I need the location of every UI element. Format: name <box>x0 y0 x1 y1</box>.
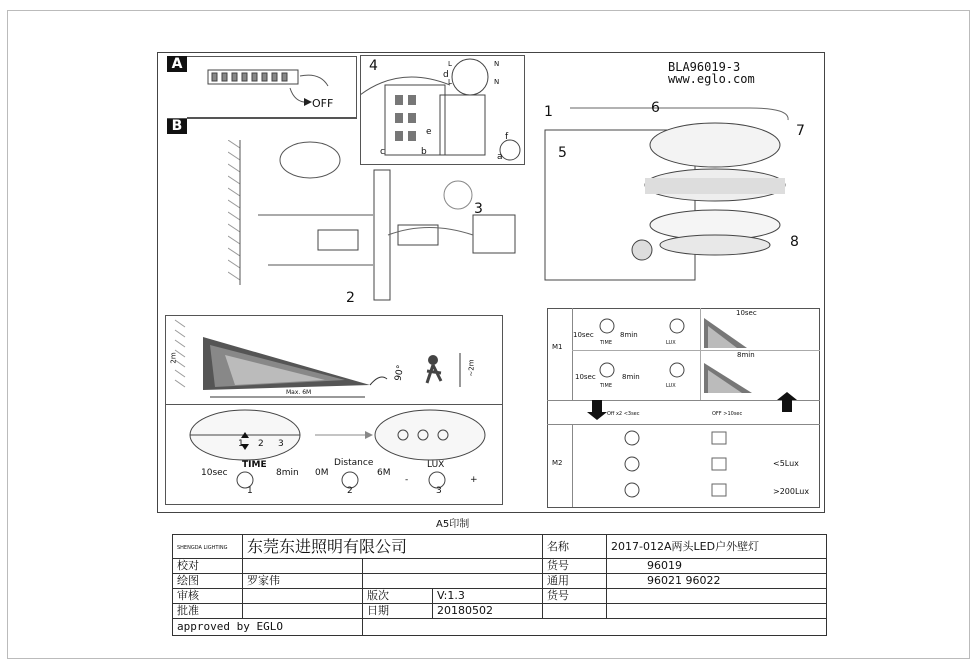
row2-time-tag: TIME <box>600 383 613 389</box>
distance-label: Distance <box>334 458 374 468</box>
panel-b-divider <box>167 118 357 119</box>
item-label: 货号 <box>543 559 607 574</box>
callout-1: 1 <box>544 104 553 120</box>
callout-3: 3 <box>474 201 483 217</box>
distance-max: 6M <box>377 468 391 478</box>
general-value-2 <box>607 589 827 604</box>
blank-cell-3 <box>607 604 827 619</box>
terminal-n-1: N <box>494 60 500 68</box>
panel-b-tag: B <box>167 118 187 134</box>
date-label: 日期 <box>363 604 433 619</box>
lamp-drawing <box>540 100 820 300</box>
center-mark-cell <box>363 559 543 574</box>
row1-lux-tag: LUX <box>666 340 676 346</box>
name-value: 2017-012A两头LED户外壁灯 <box>607 535 827 559</box>
name-label: 名称 <box>543 535 607 559</box>
time-max: 8min <box>276 468 299 478</box>
general-label-2: 货号 <box>543 589 607 604</box>
off-note: Off x2 <3sec <box>607 411 640 417</box>
angle-label: 90° <box>393 364 407 382</box>
title-block <box>172 534 827 636</box>
item-value: 96019 <box>607 559 827 574</box>
dial-number-2: 2 <box>258 439 264 449</box>
print-note: A5印制 <box>436 519 470 530</box>
check-value <box>243 559 363 574</box>
blank-cell <box>363 574 543 589</box>
general-values: 96021 96022 <box>607 574 827 589</box>
approve-label: 批准 <box>173 604 243 619</box>
detail-letter-b: b <box>421 147 427 157</box>
row1-time-tag: TIME <box>600 340 613 346</box>
approved-by: approved by EGLO <box>173 619 363 636</box>
ground-height-label: ~2m <box>467 359 476 377</box>
time-min: 10sec <box>201 468 228 478</box>
knob-number-1: 1 <box>247 486 253 496</box>
lux-minus: - <box>405 475 409 485</box>
blank-cell-2 <box>543 604 607 619</box>
distance-min: 0M <box>315 468 329 478</box>
company-name: 东莞东进照明有限公司 <box>243 535 543 559</box>
detail-letter-f: f <box>505 132 509 142</box>
knob-number-3: 3 <box>436 486 442 496</box>
lux-label: LUX <box>427 460 445 470</box>
review-label: 审核 <box>173 589 243 604</box>
terminal-l-1: L <box>448 60 452 68</box>
detail-letter-e: e <box>426 127 432 137</box>
callout-8: 8 <box>790 234 799 250</box>
logo-cell <box>173 535 243 559</box>
version-value: V:1.3 <box>433 589 543 604</box>
height-label: 2m <box>169 352 178 364</box>
on-note: OFF >10sec <box>712 411 743 417</box>
draw-label: 绘图 <box>173 574 243 589</box>
dial-number-1: 1 <box>238 439 244 449</box>
modes-drawing <box>572 308 820 508</box>
review-value <box>243 589 363 604</box>
row2-time-min: 10sec <box>575 373 596 381</box>
detail-letter-d: d <box>443 70 449 80</box>
time-label: TIME <box>242 460 267 470</box>
dial-number-3: 3 <box>278 439 284 449</box>
detail-letter-a: a <box>497 152 503 162</box>
row2-lux-tag: LUX <box>666 383 676 389</box>
row2-result: 8min <box>737 351 755 359</box>
callout-7: 7 <box>796 123 805 139</box>
knob-panel-drawing <box>165 405 503 505</box>
blank-cell-4 <box>363 619 827 636</box>
mounting-drawing <box>228 140 548 310</box>
date-value: 20180502 <box>433 604 543 619</box>
callout-4: 4 <box>369 58 378 74</box>
lux-plus: + <box>470 475 478 485</box>
row2-time-max: 8min <box>622 373 640 381</box>
logo-text: SHENGDA LIGHTING <box>177 544 228 551</box>
m1-column <box>547 308 573 400</box>
sensor-range-drawing <box>165 315 503 405</box>
version-label: 版次 <box>363 589 433 604</box>
general-label: 通用 <box>543 574 607 589</box>
check-label: 校对 <box>173 559 243 574</box>
approve-value <box>243 604 363 619</box>
max-distance-label: Max. 6M <box>286 389 312 396</box>
detail-letter-c: c <box>380 147 385 157</box>
m1-label: M1 <box>552 343 563 351</box>
lux-low: <5Lux <box>773 459 799 468</box>
lux-high: >200Lux <box>773 487 810 496</box>
panel-a-tag: A <box>167 56 187 72</box>
m2-label: M2 <box>552 459 563 467</box>
callout-6: 6 <box>651 100 660 116</box>
row1-result: 10sec <box>736 309 757 317</box>
terminal-n-2: N <box>494 78 500 86</box>
callout-5: 5 <box>558 145 567 161</box>
row1-time-min: 10sec <box>573 331 594 339</box>
website: www.eglo.com <box>668 72 755 86</box>
knob-number-2: 2 <box>347 486 353 496</box>
drawer-name: 罗家伟 <box>243 574 363 589</box>
row1-time-max: 8min <box>620 331 638 339</box>
off-label: OFF <box>312 97 334 110</box>
terminal-l-2: L <box>448 78 452 86</box>
callout-2: 2 <box>346 290 355 306</box>
model-code: BLA96019-3 <box>668 60 741 74</box>
